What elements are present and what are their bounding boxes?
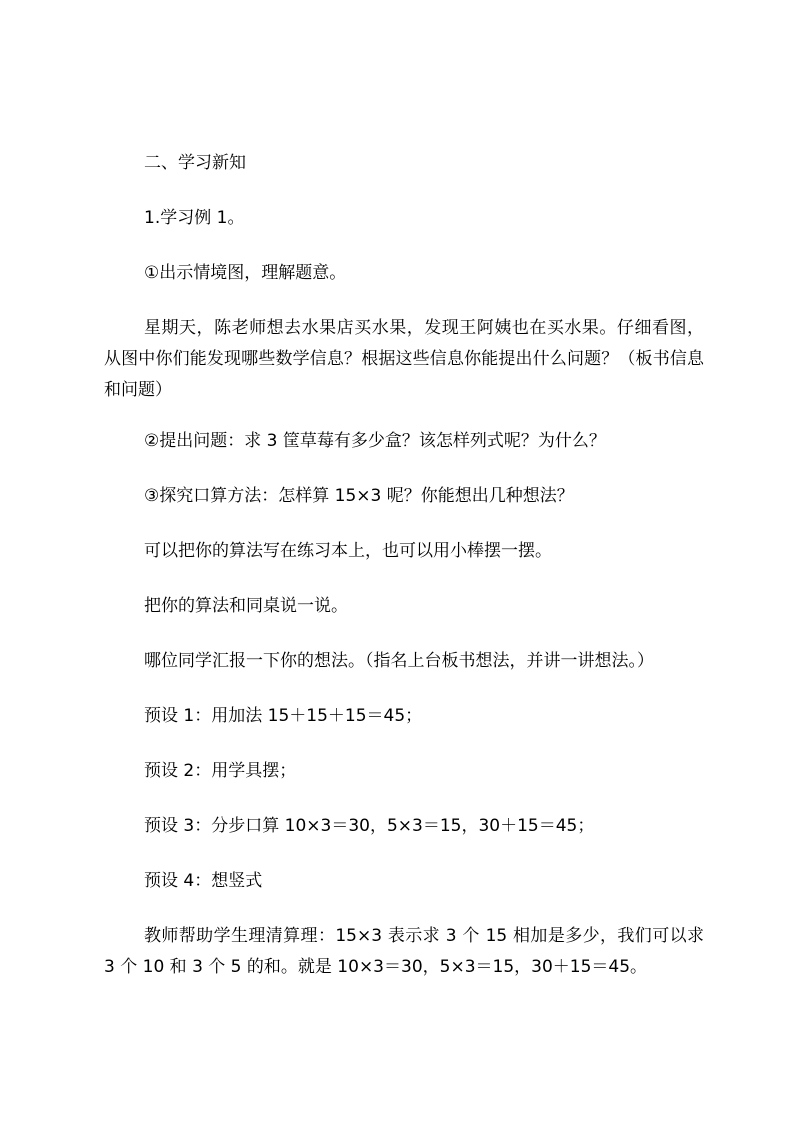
preset-4-text: 预设 4：想竖式 — [144, 871, 263, 891]
report-text: 哪位同学汇报一下你的想法。（指名上台板书想法，并讲一讲想法。） — [144, 651, 654, 671]
preset-3-text: 预设 3：分步口算 10×3＝30，5×3＝15，30＋15＝45； — [144, 816, 595, 836]
scenario-paragraph: 星期天，陈老师想去水果店买水果，发现王阿姨也在买水果。仔细看图，从图中你们能发现哪些数学信息？根据这些信息你能提出什么问题？（板书信息和问题） — [104, 318, 704, 400]
step-1-text: ①出示情境图，理解题意。 — [144, 263, 347, 283]
teacher-explanation-paragraph: 教师帮助学生理清算理：15×3 表示求 3 个 15 相加是多少，我们可以求 3 个 10 和 3 个 5 的和。就是 10×3＝30，5×3＝15，30＋15＝45。 — [104, 926, 704, 977]
step-2-text: ②提出问题：求 3 筐草莓有多少盒？该怎样列式呢？为什么？ — [144, 431, 606, 451]
section-heading: 二、学习新知 — [144, 153, 246, 173]
discussion-text: 把你的算法和同桌说一说。 — [144, 596, 348, 616]
document-body — [104, 148, 704, 1007]
preset-2-text: 预设 2：用学具摆； — [144, 761, 297, 781]
step-3-text: ③探究口算方法：怎样算 15×3 呢？你能想出几种想法？ — [144, 486, 574, 506]
preset-1-text: 预设 1：用加法 15＋15＋15＝45； — [144, 706, 423, 726]
instruction-text: 可以把你的算法写在练习本上，也可以用小棒摆一摆。 — [144, 541, 552, 561]
example-heading: 1.学习例 1。 — [144, 208, 245, 228]
